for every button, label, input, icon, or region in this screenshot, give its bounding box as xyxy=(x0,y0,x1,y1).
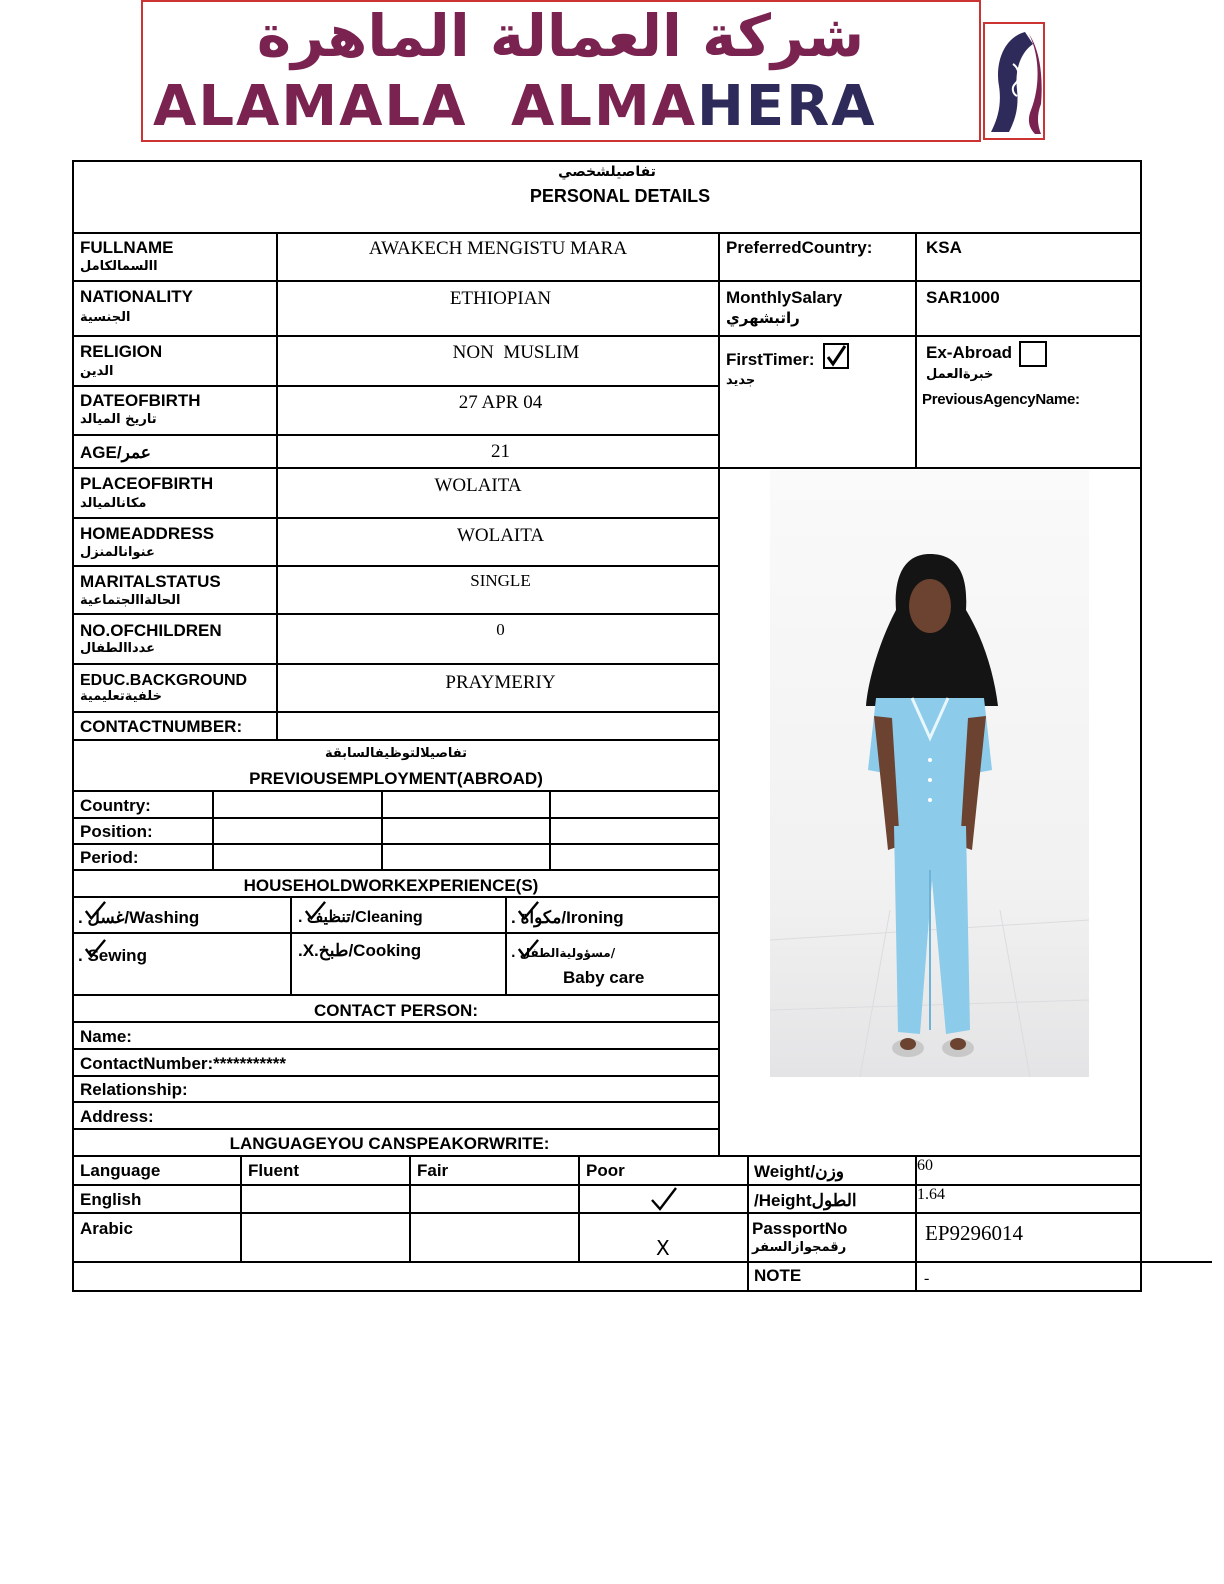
woman-silhouette-icon xyxy=(985,24,1043,138)
preferred-country-value: KSA xyxy=(926,238,962,257)
fullname-label: FULLNAME xyxy=(80,238,174,257)
weight-label: Weight/وزن xyxy=(754,1162,844,1181)
skill-cleaning-label: . تنظيف/Cleaning xyxy=(298,909,423,926)
fullname-value: AWAKECH MENGISTU MARA xyxy=(368,238,628,259)
lang-arabic-label: Arabic xyxy=(80,1219,133,1238)
company-name-part1: ALAMALA xyxy=(153,74,468,139)
nationality-label-ar: الجنسية xyxy=(80,310,131,325)
english-poor-checkmark-icon xyxy=(650,1186,678,1212)
contact-name-label: Name: xyxy=(80,1027,132,1046)
skill-sewing-label: . Sewing xyxy=(78,946,147,965)
candidate-photo xyxy=(770,470,1089,1077)
previous-agency-label: PreviousAgencyName: xyxy=(922,391,1080,408)
lang-header-fluent: Fluent xyxy=(248,1161,299,1180)
preferred-country-label: PreferredCountry: xyxy=(726,238,873,257)
exabroad-label-ar: خبرةالعمل xyxy=(926,367,994,382)
lang-english-label: English xyxy=(80,1190,142,1209)
fullname-label-ar: االسمالكامل xyxy=(80,259,158,274)
company-name-part3: HERA xyxy=(697,74,877,139)
nationality-value: ETHIOPIAN xyxy=(449,288,552,309)
note-label: NOTE xyxy=(754,1266,802,1285)
passport-label-ar: رقمجوازالسفر xyxy=(752,1240,847,1255)
arabic-poor-mark: X xyxy=(656,1236,670,1260)
homeaddress-label-ar: عنوانالمنزل xyxy=(80,545,155,560)
skill-washing-label: . غسل/Washing xyxy=(78,908,200,927)
household-title: HOUSEHOLDWORKEXPERIENCE(S) xyxy=(243,876,539,895)
frame-left xyxy=(72,160,74,1291)
marital-value: SINGLE xyxy=(470,571,531,590)
pob-label: PLACEOFBIRTH xyxy=(80,474,214,493)
religion-value: NON MUSLIM xyxy=(452,342,580,363)
religion-label-ar: الدين xyxy=(80,364,114,379)
company-name-arabic: شركة العمالة الماهرة xyxy=(256,2,865,70)
marital-label: MARITALSTATUS xyxy=(80,572,221,591)
educ-label: EDUC.BACKGROUND xyxy=(80,672,248,689)
frame-bottom xyxy=(72,1290,1142,1292)
contact-person-title: CONTACT PERSON: xyxy=(313,1001,478,1020)
skill-babycare-label-ar: . مسؤوليةالطفل/ xyxy=(511,946,616,960)
dob-label: DATEOFBIRTH xyxy=(80,391,201,410)
exabroad-label: Ex-Abroad xyxy=(926,343,1012,362)
note-value: - xyxy=(924,1270,930,1287)
pob-value: WOLAITA xyxy=(434,475,522,496)
skill-babycare-label: Baby care xyxy=(563,968,645,987)
company-name-part2: ALMA xyxy=(510,74,698,139)
children-label-ar: عدداالطفال xyxy=(80,641,156,656)
skill-ironing-label: . مكواة/Ironing xyxy=(511,908,624,927)
lang-header-language: Language xyxy=(80,1161,161,1180)
employment-country-label: Country: xyxy=(80,796,151,815)
lang-header-poor: Poor xyxy=(586,1161,625,1180)
firsttimer-label-ar: جديد xyxy=(726,373,756,388)
homeaddress-value: WOLAITA xyxy=(456,525,545,546)
employment-title: PREVIOUSEMPLOYMENT(ABROAD) xyxy=(249,769,543,788)
lang-header-fair: Fair xyxy=(417,1161,449,1180)
educ-label-ar: خلفيةتعليمية xyxy=(80,689,162,704)
children-label: NO.OFCHILDREN xyxy=(80,621,222,640)
firsttimer-checkbox[interactable] xyxy=(823,343,849,369)
passport-label: PassportNo xyxy=(752,1219,848,1238)
checkmark-icon xyxy=(825,345,847,367)
contact-number-label: ContactNumber:*********** xyxy=(80,1054,286,1073)
marital-label-ar: الحالةاالجتماعية xyxy=(80,593,181,608)
height-label: /Heightالطول xyxy=(754,1191,857,1210)
employment-period-label: Period: xyxy=(80,848,139,867)
company-banner xyxy=(141,0,981,142)
children-value: 0 xyxy=(496,620,505,639)
height-value: 1.64 xyxy=(917,1186,945,1203)
monthly-salary-value: SAR1000 xyxy=(926,288,1000,307)
contactnumber-label: CONTACTNUMBER: xyxy=(80,717,243,736)
dob-label-ar: تاريخ الميالد xyxy=(80,412,157,427)
frame-top xyxy=(72,160,1142,162)
passport-value: EP9296014 xyxy=(925,1221,1024,1245)
nationality-label: NATIONALITY xyxy=(80,287,194,306)
firsttimer-label: FirstTimer: xyxy=(726,350,815,369)
personal-details-title-ar: تفاصيلشخصي xyxy=(558,164,656,180)
monthly-salary-label-ar: راتبشهري xyxy=(726,309,800,327)
monthly-salary-label: MonthlySalary xyxy=(726,288,843,307)
employment-title-ar: تفاصيلالتوظيفالسابقة xyxy=(324,746,468,761)
contact-address-label: Address: xyxy=(80,1107,154,1126)
skill-cooking-label: .X.طبخ/Cooking xyxy=(298,941,422,960)
person-figure-icon xyxy=(770,470,1089,1077)
company-logo-emblem xyxy=(983,22,1045,140)
dob-value: 27 APR 04 xyxy=(458,392,543,413)
employment-position-label: Position: xyxy=(80,822,153,841)
religion-label: RELIGION xyxy=(80,342,163,361)
educ-value: PRAYMERIY xyxy=(445,672,556,693)
pob-label-ar: مكانالميالد xyxy=(80,496,147,511)
age-value: 21 xyxy=(491,441,510,462)
age-label: AGE/عمر xyxy=(80,443,151,462)
personal-details-title: PERSONAL DETAILS xyxy=(529,186,711,206)
exabroad-checkbox[interactable] xyxy=(1019,341,1047,367)
contact-relationship-label: Relationship: xyxy=(80,1080,188,1099)
languages-title: LANGUAGEYOU CANSPEAKORWRITE: xyxy=(229,1134,550,1153)
weight-value: 60 xyxy=(917,1157,933,1174)
frame-right xyxy=(1140,160,1142,1291)
homeaddress-label: HOMEADDRESS xyxy=(80,524,215,543)
company-name-latin xyxy=(153,76,973,138)
